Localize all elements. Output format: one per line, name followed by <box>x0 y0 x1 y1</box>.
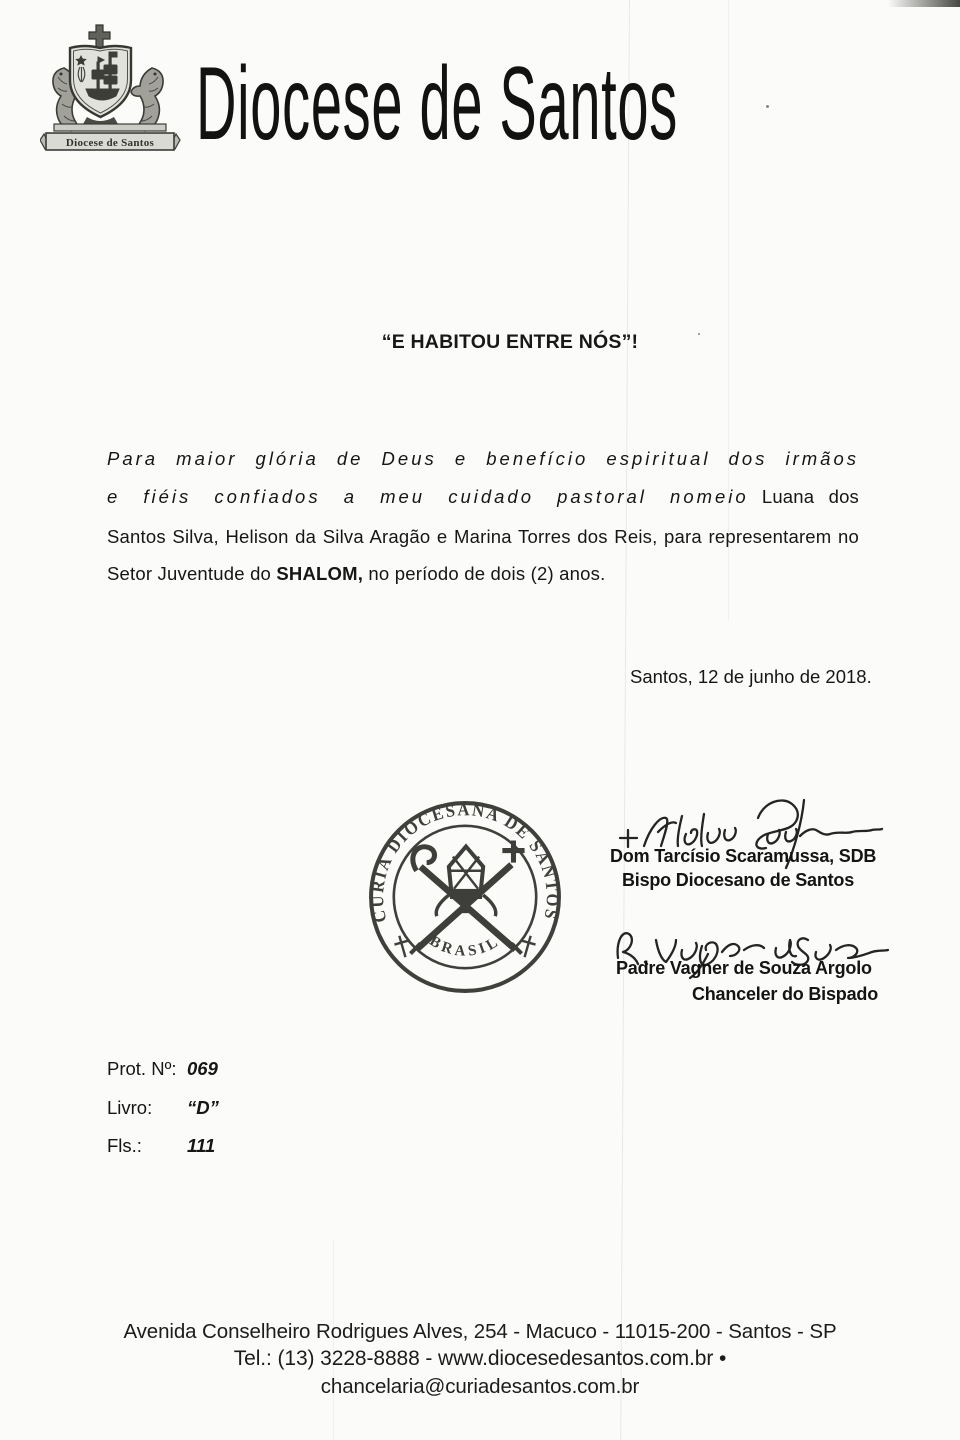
protocol-prot-value: 069 <box>187 1058 218 1079</box>
crest-banner-text: Diocese de Santos <box>65 137 155 149</box>
diocese-crest-icon <box>40 22 182 158</box>
body-line-2-regular: Luana dos <box>761 486 860 507</box>
body-line-3: Santos Silva, Helison da Silva Aragão e Marina Torres dos Reis, para representarem no <box>107 526 859 547</box>
chancellor-signature-name: Padre Vagner de Souza Argolo <box>616 958 872 978</box>
protocol-livro-label: Livro: <box>107 1097 153 1118</box>
dateline: Santos, 12 de junho de 2018. <box>630 666 872 687</box>
body-line-2 <box>107 486 859 508</box>
protocol-fls-value: 111 <box>187 1135 216 1156</box>
body-line-2-italic: e fiéis confiados a meu cuidado pastoral nomeio <box>107 486 749 507</box>
bishop-signature-name: Dom Tarcísio Scaramussa, SDB <box>610 846 877 866</box>
svg-text:BRASIL <box>427 932 504 960</box>
body-line-1-text: Para maior glória de Deus e benefício espiritual dos irmãos <box>107 448 859 469</box>
body-line-4-bold: SHALOM, <box>276 563 364 584</box>
body-line-4 <box>107 563 859 585</box>
seal-mitre-emblem <box>410 840 524 953</box>
scan-corner-smudge <box>888 0 960 7</box>
seal-cross-left <box>393 934 413 959</box>
body-line-4-suffix: no período de dois (2) anos. <box>363 563 606 584</box>
chancellor-signature-role: Chanceler do Bispado <box>691 984 878 1004</box>
letterhead-title: Diocese de Santos <box>196 45 678 161</box>
footer-address: Avenida Conselheiro Rodrigues Alves, 254 - Macuco - 11015-200 - Santos - SP <box>123 1320 837 1343</box>
seal-cross-right <box>518 934 538 959</box>
protocol-prot-label: Prot. Nº: <box>107 1058 177 1079</box>
document-heading: “E HABITOU ENTRE NÓS”! <box>381 331 639 353</box>
scan-speck <box>766 105 769 108</box>
curia-seal-stamp-icon <box>364 796 566 998</box>
protocol-livro-value: “D” <box>187 1097 219 1118</box>
body-line-1 <box>107 448 859 470</box>
footer-email: chancelaria@curiadesantos.com.br <box>320 1375 640 1398</box>
seal-bottom-text: BRASIL <box>426 932 504 960</box>
scan-crease-line <box>620 0 630 1440</box>
seal-arc-text: CURIA DIOCESANA DE SANTOS <box>366 799 564 925</box>
bishop-signature-role: Bispo Diocesano de Santos <box>621 870 855 890</box>
footer-phone-website: Tel.: (13) 3228-8888 - www.diocesedesantos.com.br • <box>233 1347 727 1370</box>
body-line-4-prefix: Setor Juventude do <box>107 563 277 584</box>
protocol-fls-label: Fls.: <box>107 1135 142 1156</box>
